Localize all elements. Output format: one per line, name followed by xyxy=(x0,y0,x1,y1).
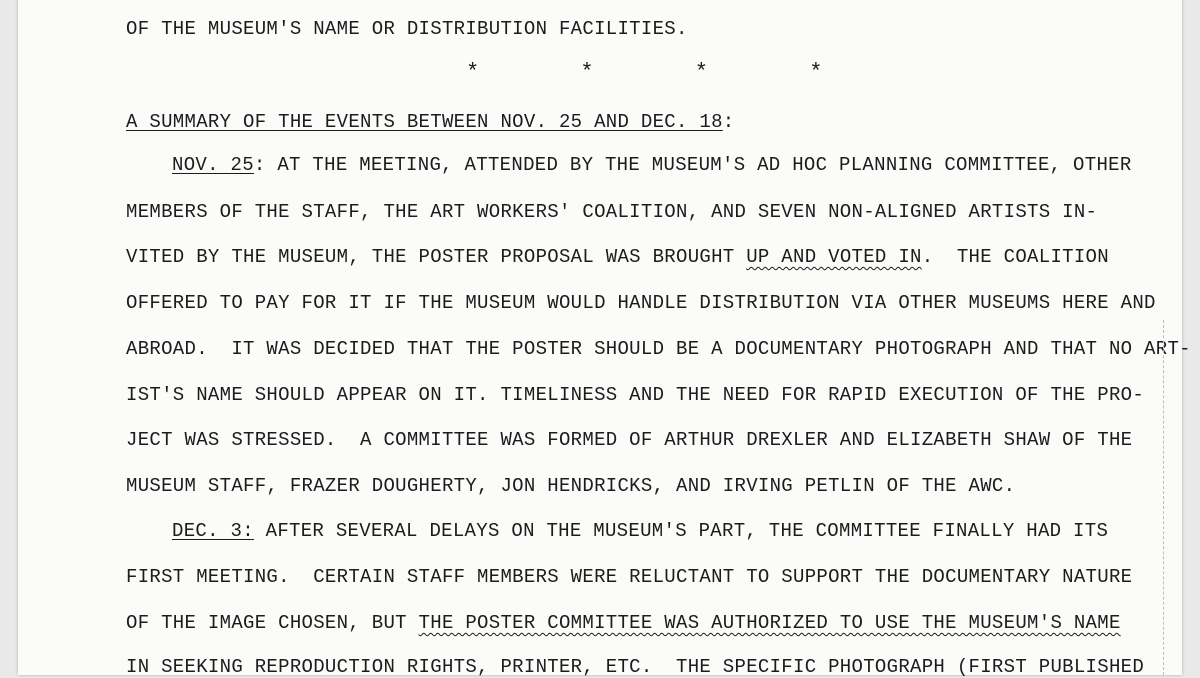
text-line-7: ABROAD. IT WAS DECIDED THAT THE POSTER SHOULD BE A DOCUMENTARY PHOTOGRAPH AND THAT NO ART- xyxy=(126,338,1191,360)
text-line-3 xyxy=(172,154,1132,176)
handwritten-underline-voted-in: UP AND VOTED IN xyxy=(746,246,922,268)
text-line-5-a: VITED BY THE MUSEUM, THE POSTER PROPOSAL WAS BROUGHT xyxy=(126,246,747,268)
text-line-8: IST'S NAME SHOULD APPEAR ON IT. TIMELINESS AND THE NEED FOR RAPID EXECUTION OF THE PRO- xyxy=(126,384,1145,406)
text-line-4: MEMBERS OF THE STAFF, THE ART WORKERS' COALITION, AND SEVEN NON-ALIGNED ARTISTS IN- xyxy=(126,201,1098,223)
nov-25-text: : AT THE MEETING, ATTENDED BY THE MUSEUM'S AD HOC PLANNING COMMITTEE, OTHER xyxy=(253,154,1132,176)
summary-heading-text: A SUMMARY OF THE EVENTS BETWEEN NOV. 25 AND DEC. 18 xyxy=(126,111,723,133)
text-line-9: JECT WAS STRESSED. A COMMITTEE WAS FORMED OF ARTHUR DREXLER AND ELIZABETH SHAW OF THE xyxy=(126,429,1133,451)
section-divider-stars: * * * * xyxy=(466,60,867,85)
document-page xyxy=(18,0,1191,678)
text-line-5-c: . THE COALITION xyxy=(921,246,1109,268)
dec-3-label: DEC. 3: xyxy=(172,520,254,542)
page-edge-mark xyxy=(1162,320,1164,675)
text-line-14: IN SEEKING REPRODUCTION RIGHTS, PRINTER, ETC. THE SPECIFIC PHOTOGRAPH (FIRST PUBLISHED xyxy=(126,656,1145,678)
nov-25-label: NOV. 25 xyxy=(172,154,254,176)
summary-heading xyxy=(126,111,735,133)
text-line-1: OF THE MUSEUM'S NAME OR DISTRIBUTION FACILITIES. xyxy=(126,18,688,40)
summary-heading-colon: : xyxy=(722,111,735,133)
text-line-13 xyxy=(126,612,1121,634)
text-line-11 xyxy=(172,520,1108,542)
text-line-10: MUSEUM STAFF, FRAZER DOUGHERTY, JON HENDRICKS, AND IRVING PETLIN OF THE AWC. xyxy=(126,475,1016,497)
text-line-5 xyxy=(126,246,1109,268)
handwritten-underline-poster-committee: THE POSTER COMMITTEE WAS AUTHORIZED TO USE THE MUSEUM'S NAME xyxy=(418,612,1121,634)
dec-3-text: AFTER SEVERAL DELAYS ON THE MUSEUM'S PART, THE COMMITTEE FINALLY HAD ITS xyxy=(253,520,1109,542)
text-line-13-a: OF THE IMAGE CHOSEN, BUT xyxy=(126,612,419,634)
text-line-12: FIRST MEETING. CERTAIN STAFF MEMBERS WERE RELUCTANT TO SUPPORT THE DOCUMENTARY NATURE xyxy=(126,566,1133,588)
text-line-6: OFFERED TO PAY FOR IT IF THE MUSEUM WOULD HANDLE DISTRIBUTION VIA OTHER MUSEUMS HERE AND xyxy=(126,292,1156,314)
